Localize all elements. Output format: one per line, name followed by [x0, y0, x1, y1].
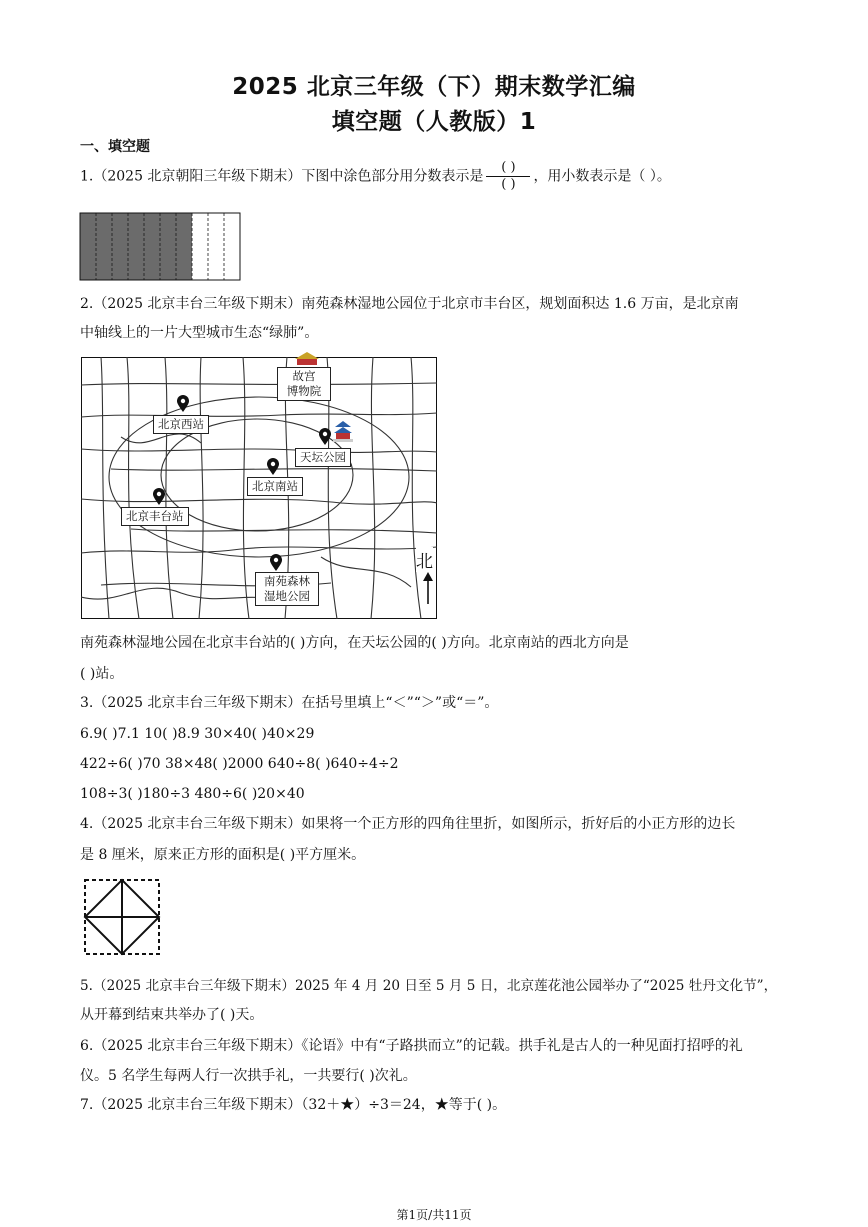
palace-building-icon	[295, 351, 319, 367]
map-pin-icon	[269, 554, 283, 572]
shaded-part	[144, 213, 160, 280]
q1-frac-numerator: ( )	[501, 160, 516, 175]
map-pin-icon	[176, 395, 190, 413]
shaded-part	[160, 213, 176, 280]
q1-fraction	[486, 160, 530, 193]
beijing-map	[81, 357, 437, 619]
shaded-part	[96, 213, 112, 280]
q1-text-before: 1.（2025 北京朝阳三年级下期末）下图中涂色部分用分数表示是	[80, 168, 484, 185]
map-pin-icon	[152, 488, 166, 506]
north-arrow-icon	[420, 571, 436, 605]
shaded-part	[176, 213, 192, 280]
q3-row-1: 6.9( )7.1 10( )8.9 30×40( )40×29	[80, 726, 315, 742]
q2-question-line-1: 南苑森林湿地公园在北京丰台站的( )方向，在天坛公园的( )方向。北京南站的西北方向是	[80, 635, 629, 651]
q5-line-1: 5.（2025 北京丰台三年级下期末）2025 年 4 月 20 日至 5 月 5 日，北京莲花池公园举办了“2025 牡丹文化节”，	[80, 978, 778, 994]
q2-line-2: 中轴线上的一片大型城市生态“绿肺”。	[80, 325, 319, 341]
map-label-palace-museum: 故宫 博物院	[277, 367, 331, 401]
q7-line-1: 7.（2025 北京丰台三年级下期末）（32＋★）÷3＝24，★等于( )。	[80, 1097, 507, 1113]
q1-frac-denominator: ( )	[501, 177, 516, 192]
section-title: 一、填空题	[80, 139, 150, 155]
map-label-nanyuan-park: 南苑森林 湿地公园	[255, 572, 319, 606]
q2-line-1: 2.（2025 北京丰台三年级下期末）南苑森林湿地公园位于北京市丰台区，规划面积达 1.6 万亩，是北京南	[80, 296, 739, 312]
page-subtitle: 填空题（人教版）1	[331, 109, 537, 135]
page-footer: 第1页/共11页	[396, 1208, 472, 1222]
q3-row-3: 108÷3( )180÷3 480÷6( )20×40	[80, 786, 305, 802]
q2-question-line-2: ( )站。	[80, 666, 124, 682]
temple-building-icon	[331, 419, 355, 443]
q3-row-2: 422÷6( )70 38×48( )2000 640÷8( )640÷4÷2	[80, 756, 399, 772]
q6-line-2: 仪。5 名学生每两人行一次拱手礼，一共要行( )次礼。	[80, 1068, 417, 1084]
q3-stem: 3.（2025 北京丰台三年级下期末）在括号里填上“＜”“＞”或“＝”。	[80, 695, 499, 711]
map-pin-icon	[318, 428, 332, 446]
folded-square-figure	[83, 878, 163, 958]
q4-line-2: 是 8 厘米，原来正方形的面积是( )平方厘米。	[80, 847, 366, 863]
unshaded-part	[192, 213, 208, 280]
shaded-part	[112, 213, 128, 280]
q5-line-2: 从开幕到结束共举办了( )天。	[80, 1007, 264, 1023]
map-label-tiantan-park: 天坛公园	[295, 448, 351, 467]
shaded-part	[128, 213, 144, 280]
page-title: 2025 北京三年级（下）期末数学汇编	[232, 74, 636, 100]
unshaded-part	[224, 213, 240, 280]
shaded-part	[80, 213, 96, 280]
map-label-beijing-south: 北京南站	[247, 477, 303, 496]
map-label-fengtai-station: 北京丰台站	[121, 507, 189, 526]
q6-line-1: 6.（2025 北京丰台三年级下期末）《论语》中有“子路拱而立”的记载。拱手礼是古人的一种见面打招呼的礼	[80, 1038, 743, 1054]
q4-line-1: 4.（2025 北京丰台三年级下期末）如果将一个正方形的四角往里折，如图所示，折好后的小正方形的边长	[80, 816, 736, 832]
map-label-beijing-west: 北京西站	[153, 415, 209, 434]
q1-fraction-figure	[79, 212, 243, 282]
question-1	[80, 160, 671, 193]
map-pin-icon	[266, 458, 280, 476]
q1-text-after: ，用小数表示是（ ）。	[533, 168, 671, 185]
north-label: 北	[416, 547, 433, 572]
unshaded-part	[208, 213, 224, 280]
